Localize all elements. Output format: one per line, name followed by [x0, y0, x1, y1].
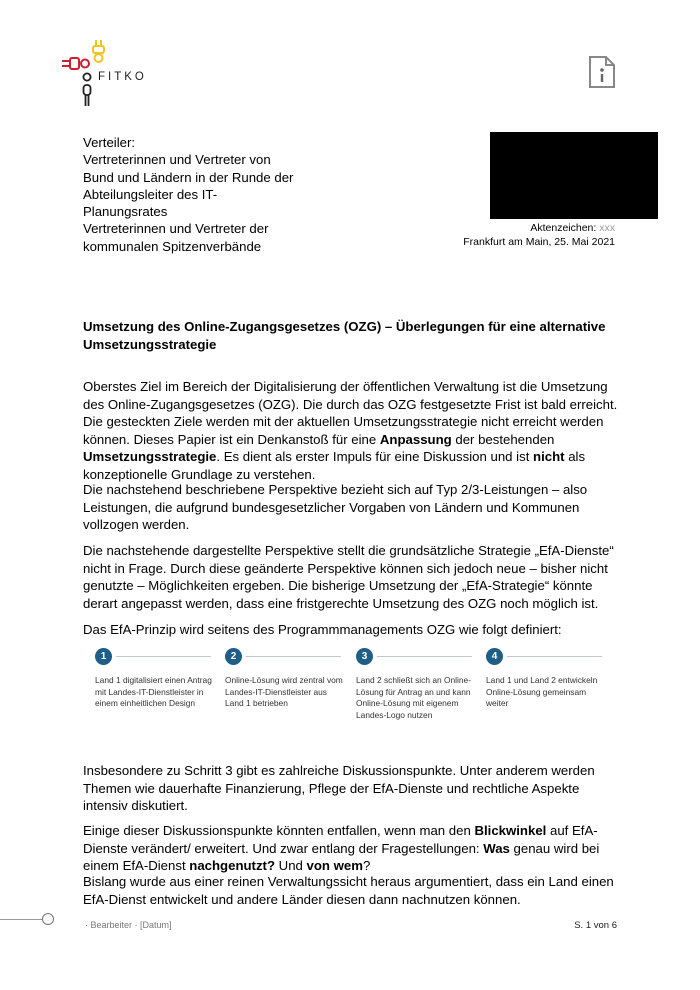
- distribution-line: Vertreterinnen und Vertreter von: [83, 152, 271, 168]
- bold-run: Was: [483, 840, 510, 856]
- file-reference-value: xxx: [599, 222, 615, 234]
- bold-run: Anpassung: [379, 431, 452, 447]
- bold-run: nachgenutzt?: [189, 858, 275, 873]
- step-text: Land 2 schließt sich an Online-Lösung für Antrag an und kann Online-Lösung mit eigenem Landes-Logo nutzen: [356, 675, 471, 720]
- file-reference-label: Aktenzeichen:: [530, 222, 597, 234]
- distribution-line: Abteilungsleiter des IT-: [83, 186, 218, 202]
- text-run: Einige dieser Diskussionspunkte könnten entfallen, wenn man den: [83, 823, 475, 838]
- efa-step: [356, 648, 478, 721]
- redacted-address-block: [490, 132, 658, 219]
- text-run: auf EfA-Dienste verändert/ erweitert. Und zwar entlang der Fragestellungen:: [83, 823, 598, 856]
- document-title: Umsetzung des Online-Zugangsgesetzes (OZG) – Überlegungen für eine alternative Umsetzungsstrategie: [83, 319, 606, 352]
- efa-step: [95, 648, 217, 710]
- step-text: Online-Lösung wird zentral vom Landes-IT-Dienstleister aus Land 1 betrieben: [225, 675, 343, 709]
- step-connector: [377, 656, 472, 657]
- bold-run: nicht: [533, 449, 565, 464]
- text-run: . Es dient als erster Impuls für eine Diskussion und ist: [216, 449, 534, 464]
- efa-steps-diagram: [95, 648, 620, 728]
- text-run: Und: [275, 858, 307, 873]
- footer-author-date: · Bearbeiter · [Datum]: [85, 920, 172, 930]
- text-run: ?: [362, 858, 371, 873]
- file-reference: [430, 222, 615, 234]
- step-number-badge: 3: [356, 648, 373, 665]
- step-text: Land 1 digitalisiert einen Antrag mit Landes-IT-Dienstleister in einem einheitlichen Design: [95, 675, 212, 709]
- logo-text: FITKO: [98, 71, 147, 83]
- text-run: als konzeptionelle Grundlage zu verstehen.: [83, 449, 586, 482]
- paragraph-efa-definition: Das EfA-Prinzip wird seitens des Programmmanagements OZG wie folgt definiert:: [83, 622, 562, 637]
- efa-step: [225, 648, 347, 710]
- step-connector: [116, 656, 211, 657]
- step-number-badge: 1: [95, 648, 112, 665]
- bold-run: von wem: [306, 858, 363, 873]
- place-date: Frankfurt am Main, 25. Mai 2021: [463, 236, 615, 248]
- paragraph-intro: [83, 378, 623, 483]
- distribution-line: Bund und Ländern in der Runde der: [83, 169, 294, 185]
- paragraph-administration-view: Bislang wurde aus einer reinen Verwaltungssicht heraus argumentiert, dass ein Land einen EfA-Dienst entwickelt und andere Länder diesen dann nachnutzen können.: [83, 874, 614, 907]
- paragraph-perspective: Die nachstehende dargestellte Perspektive stellt die grundsätzliche Strategie „EfA-Dienste“ nicht in Frage. Durch diese geänderte Perspektive können sich jedoch neue – bisher nicht genutzte – Möglichkeiten ergeben. Die bisherige Umsetzung der „EfA-Strategie“ könnte derart angepasst werden, dass eine fristgerechte Umsetzung des OZG noch möglich ist.: [83, 543, 614, 611]
- distribution-line: kommunalen Spitzenverbände: [83, 238, 262, 254]
- distribution-line: Vertreterinnen und Vertreter der: [83, 221, 269, 237]
- footer-decoration-circle: [42, 913, 54, 925]
- step-connector: [246, 656, 341, 657]
- info-document-icon: [586, 55, 618, 89]
- footer-decoration-line: [0, 919, 42, 920]
- step-number-badge: 4: [486, 648, 503, 665]
- distribution-line: Planungsrates: [83, 204, 168, 220]
- bold-run: Umsetzungsstrategie: [83, 449, 217, 464]
- paragraph-scope: Die nachstehend beschriebene Perspektive bezieht sich auf Typ 2/3-Leistungen – also Leistungen, die aufgrund bundesgesetzlicher Vorgaben von Ländern und Kommunen vollzogen werden.: [83, 482, 588, 532]
- text-run: genau wird bei einem EfA-Dienst: [83, 840, 600, 873]
- paragraph-perspective-change: [83, 822, 623, 875]
- distribution-line: Verteiler:: [83, 135, 136, 150]
- step-number-badge: 2: [225, 648, 242, 665]
- bold-run: Blickwinkel: [474, 823, 547, 838]
- text-run: Oberstes Ziel im Bereich der Digitalisierung der öffentlichen Verwaltung ist die Umsetzung des Online-Zugangsgesetzes (OZG). Die durch das OZG festgesetzte Frist ist bald erreicht. Die gesteckten Ziele werden mit der aktuellen Umsetzungsstrategie nicht erreicht werden können. Dieses Papier ist ein Denkanstoß für eine: [83, 379, 618, 447]
- distribution-list: [83, 134, 323, 255]
- text-run: der bestehenden: [451, 431, 555, 447]
- step-text: Land 1 und Land 2 entwickeln Online-Lösung gemeinsam weiter: [486, 675, 598, 709]
- page-number: S. 1 von 6: [574, 920, 617, 931]
- step-connector: [507, 656, 602, 657]
- efa-step: [486, 648, 608, 710]
- paragraph-discussion: Insbesondere zu Schritt 3 gibt es zahlreiche Diskussionspunkte. Unter anderem werden Themen wie dauerhafte Finanzierung, Pflege der EfA-Dienste und rechtliche Aspekte intensiv diskutiert.: [83, 763, 595, 813]
